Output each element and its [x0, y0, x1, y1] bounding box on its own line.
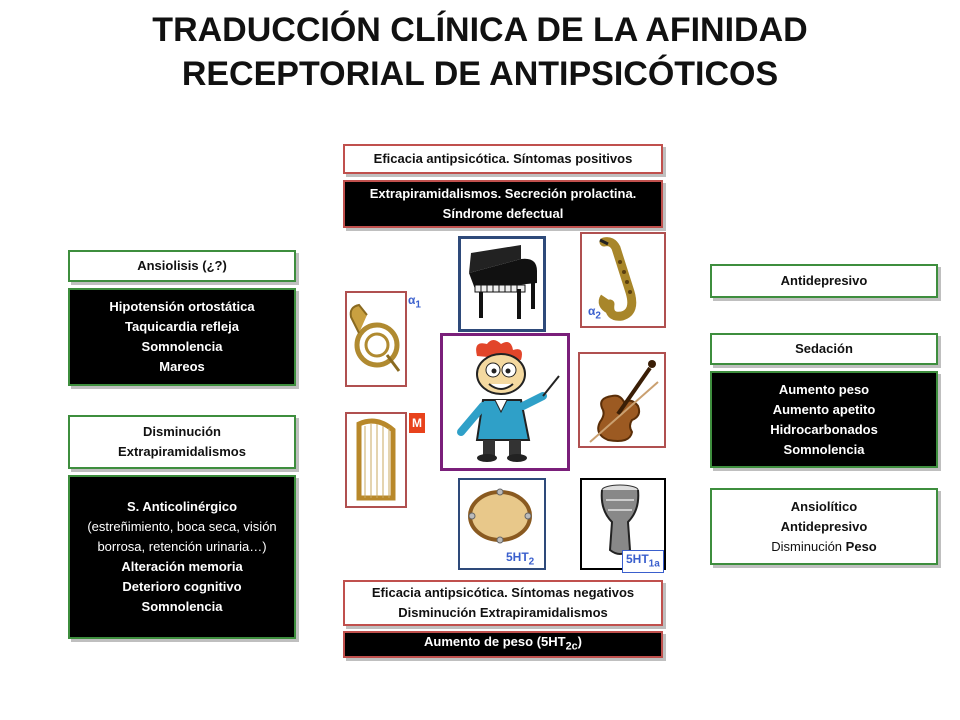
- french-horn-frame: [345, 291, 407, 387]
- line: Somnolencia: [783, 441, 865, 457]
- box-anticholinergic: [68, 475, 296, 639]
- alpha2-label: [588, 304, 601, 321]
- box-anxiolytic: [710, 488, 938, 565]
- line: Hipotensión ortostática: [109, 299, 255, 314]
- text: Ansiolisis (¿?): [137, 258, 227, 273]
- line: Ansiolítico: [790, 498, 858, 514]
- box-anxiolysis: [68, 250, 296, 282]
- line: S. Anticolinérgico: [126, 499, 238, 514]
- line: Deterioro cognitivo: [122, 579, 242, 594]
- line: Extrapiramidalismos. Secreción prolactina.: [369, 186, 637, 201]
- saxophone-frame: [580, 232, 666, 328]
- text: Sedación: [795, 341, 853, 356]
- line: Disminución Extrapiramidalismos: [398, 605, 608, 620]
- harp-icon: [347, 414, 405, 506]
- violin-icon: [580, 354, 664, 446]
- sym: α: [588, 304, 596, 318]
- violin-frame: [578, 352, 666, 448]
- box-weight-gain: [710, 371, 938, 468]
- text: Antidepresivo: [780, 273, 868, 288]
- piano-icon: [461, 239, 543, 329]
- line: (estreñimiento, boca seca, visión: [87, 519, 277, 534]
- piano-frame: [458, 236, 546, 332]
- line: Extrapiramidalismos: [118, 444, 246, 459]
- line: Somnolencia: [141, 339, 223, 354]
- line: Aumento peso: [778, 381, 870, 397]
- 5ht2-label: [506, 550, 534, 567]
- box-antipsychotic-positive: [343, 144, 663, 174]
- text: [424, 632, 582, 657]
- box-antidepressant: [710, 264, 938, 298]
- text: Eficacia antipsicótica. Síntomas positivos: [373, 151, 633, 166]
- page-title: [0, 8, 960, 96]
- main: 5HT: [506, 550, 529, 564]
- pre: Disminución: [771, 538, 843, 554]
- line: Antidepresivo: [780, 518, 868, 534]
- m-receptor-label: M: [409, 413, 425, 433]
- line: Somnolencia: [141, 599, 223, 614]
- box-weight-5ht2c: [343, 631, 663, 658]
- sub: 1: [415, 299, 421, 311]
- french-horn-icon: [347, 293, 405, 385]
- darbuka-frame: [580, 478, 666, 570]
- title-line-1: TRADUCCIÓN CLÍNICA DE LA AFINIDAD: [152, 11, 808, 49]
- end: ): [577, 634, 582, 650]
- line: borrosa, retención urinaria…): [97, 539, 267, 554]
- line: Eficacia antipsicótica. Síntomas negativos: [371, 585, 635, 600]
- box-extrapyramidal-prolactin: [343, 180, 663, 228]
- sub: 1a: [648, 558, 660, 570]
- sub: 2: [528, 556, 535, 568]
- harp-frame: [345, 412, 407, 508]
- bold: Peso: [845, 538, 877, 554]
- sub: 2c: [565, 640, 578, 653]
- line: [771, 537, 877, 557]
- tambourine-frame: [458, 478, 546, 570]
- alpha1-label: [408, 293, 421, 310]
- 5ht1a-label: [622, 550, 664, 573]
- line: Taquicardia refleja: [125, 319, 239, 334]
- title-line-2: RECEPTORIAL DE ANTIPSICÓTICOS: [181, 55, 779, 93]
- line: Mareos: [159, 359, 205, 374]
- line: Síndrome defectual: [442, 206, 564, 221]
- line: Disminución: [142, 424, 221, 439]
- box-orthostatic: [68, 288, 296, 386]
- line: Aumento apetito: [772, 401, 876, 417]
- box-antipsychotic-negative: [343, 580, 663, 626]
- box-decrease-eps: [68, 415, 296, 469]
- line: Alteración memoria: [121, 559, 243, 574]
- sym: α: [408, 293, 416, 307]
- line: Hidrocarbonados: [770, 421, 878, 437]
- conductor-icon: [443, 336, 567, 468]
- main: Aumento de peso (5HT: [424, 634, 566, 650]
- main: 5HT: [626, 552, 649, 566]
- box-sedation: [710, 333, 938, 365]
- conductor-frame: [440, 333, 570, 471]
- sub: 2: [595, 310, 601, 322]
